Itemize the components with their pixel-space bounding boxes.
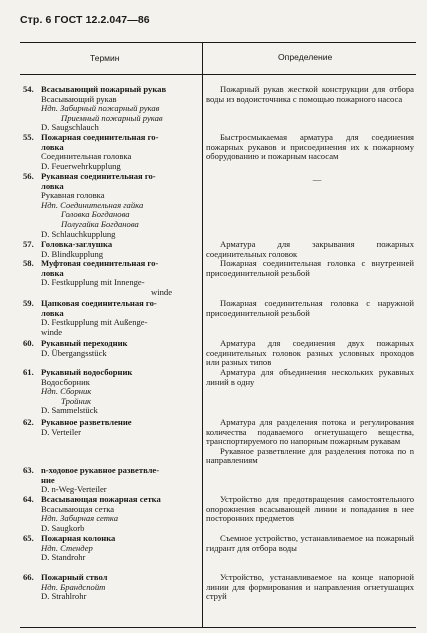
term-rejected-text: Ндп. Забирный пожарный рукав	[41, 103, 160, 114]
definition-text-2: Рукавное разветвление для разделения потока по n направлениям	[206, 445, 414, 466]
definition-text: Съемное устройство, устанавливаемое на пожарный гидрант для отбора воды	[206, 533, 414, 553]
term-rejected: Тройник	[61, 395, 92, 406]
term-number: 62.	[23, 417, 34, 427]
definition-55	[206, 133, 414, 162]
term-german: D. Verteiler	[41, 426, 81, 437]
term-german: D. Festkupplung mit Außenge-	[41, 317, 148, 328]
term-rejected: Ндп. Сборник	[41, 386, 92, 397]
definition-60	[206, 339, 414, 368]
term-entry-65	[23, 534, 199, 563]
term-title: Пожарная соединительная го-	[41, 132, 159, 142]
term-title-cont: ние	[41, 474, 55, 485]
definition-62	[206, 418, 414, 466]
running-head: Стр. 6 ГОСТ 12.2.047—86	[20, 14, 150, 26]
term-synonym: Всасывающий рукав	[41, 93, 117, 104]
term-rejected: Полугайка Богданова	[61, 218, 139, 229]
term-number: 65.	[23, 533, 34, 543]
term-entry-61	[23, 368, 199, 416]
definition-text: Арматура для закрывания пожарных соединительных головок	[206, 239, 414, 259]
term-title: Рукавная соединительная го-	[41, 171, 156, 181]
definition-66	[206, 573, 414, 602]
term-synonym: Соединительная головка	[41, 151, 132, 162]
term-entry-55	[23, 133, 199, 171]
term-rejected: Головка Богданова	[61, 209, 130, 220]
term-german: D. Sammelstück	[41, 405, 98, 416]
definition-text: Пожарный рукав жесткой конструкции для отбора воды из водоисточника с помощью пожарного насоса	[206, 84, 414, 104]
term-entry-66	[23, 573, 199, 602]
term-german-cont: winde	[41, 326, 63, 337]
term-title-cont: ловка	[41, 141, 64, 152]
definition-57	[206, 240, 414, 259]
term-rejected: Ндп. Забирная сетка	[41, 513, 119, 524]
term-synonym: Всасывающая сетка	[41, 503, 115, 514]
term-number: 56.	[23, 171, 34, 181]
term-synonym: Водосборник	[41, 376, 90, 387]
term-entry-62	[23, 418, 199, 437]
term-title: Всасывающая пожарная сетка	[41, 494, 161, 504]
term-number: 58.	[23, 258, 34, 268]
definition-64	[206, 495, 414, 524]
definition-59	[206, 299, 414, 318]
term-rejected: Приемный пожарный рукав	[61, 112, 163, 123]
term-entry-63	[23, 466, 199, 495]
definition-text: —	[312, 174, 322, 184]
term-number: 57.	[23, 239, 34, 249]
term-german: D. Feuerwehrkupplung	[41, 160, 121, 171]
term-number: 66.	[23, 572, 34, 582]
term-german: D. Strahlrohr	[41, 591, 87, 602]
column-header-definition: Определение	[278, 52, 333, 62]
term-german: D. Saugschlauch	[41, 122, 99, 133]
term-german: D. n-Weg-Verteiler	[41, 484, 107, 495]
term-number: 54.	[23, 84, 34, 94]
term-title: n-ходовое рукавное разветвле-	[41, 465, 160, 475]
term-entry-57	[23, 240, 199, 259]
term-title-cont: ловка	[41, 267, 64, 278]
definition-text: Быстросмыкаемая арматура для соединения пожарных рукавов и присоединения их к пожарному оборудованию и пожарным насосам	[206, 132, 414, 162]
term-number: 60.	[23, 338, 34, 348]
definition-text: Устройство, устанавливаемое на конце напорной линии для формирования и направления огнетушащих струй	[206, 572, 414, 602]
term-rejected: Ндп. Соединительная гайка	[41, 199, 144, 210]
term-title: Всасывающий пожарный рукав	[41, 84, 167, 94]
term-title-cont: ловка	[41, 307, 64, 318]
column-header-terms: Термин	[90, 53, 120, 63]
term-entry-58	[23, 259, 199, 297]
term-title: Цапковая соединительная го-	[41, 298, 157, 308]
definition-text: Пожарная соединительная головка с наружной присоединительной резьбой	[206, 298, 414, 318]
definition-54	[206, 85, 414, 104]
term-entry-59	[23, 299, 199, 337]
term-title: Рукавный переходник	[41, 338, 128, 348]
term-german: D. Schlauchkupplung	[41, 228, 116, 239]
term-title: Рукавное разветвление	[41, 417, 132, 427]
definition-text: Арматура для соединения двух пожарных соединительных головок разных условных проходов или разных типов	[206, 338, 414, 368]
column-divider	[202, 43, 203, 627]
term-number: 55.	[23, 132, 34, 142]
term-german-cont: winde	[151, 286, 173, 297]
term-title-cont: ловка	[41, 180, 64, 191]
term-number: 64.	[23, 494, 34, 504]
definition-61	[206, 368, 414, 387]
definition-text: Арматура для разделения потока и регулирования количества подаваемого огнетушащего вещества, транспортируемого по напорным пожарным рукавам	[206, 417, 414, 447]
definition-58	[206, 259, 414, 278]
term-german: D. Standrohr	[41, 552, 86, 563]
term-rejected: Ндп. Брандспойт	[41, 581, 106, 592]
term-title: Пожарная колонка	[41, 533, 116, 543]
term-entry-60	[23, 339, 199, 358]
definition-text: Арматура для объединения нескольких рукавных линий в одну	[206, 367, 414, 387]
term-title: Пожарный ствол	[41, 572, 108, 582]
term-number: 59.	[23, 298, 34, 308]
term-german: D. Saugkorb	[41, 522, 85, 533]
term-synonym: Рукавная головка	[41, 190, 105, 201]
header-rule	[20, 74, 416, 75]
term-german: D. Blindkupplung	[41, 248, 104, 259]
term-title: Головка-заглушка	[41, 239, 113, 249]
terms-table	[20, 42, 416, 628]
definition-56	[206, 175, 414, 185]
term-german: D. Festkupplung mit Innenge-	[41, 277, 145, 288]
term-entry-54	[23, 85, 199, 133]
term-rejected: Ндп. Стендер	[41, 542, 93, 553]
term-title: Рукавный водосборник	[41, 367, 133, 377]
term-entry-64	[23, 495, 199, 533]
definition-text: Пожарная соединительная головка с внутренней присоединительной резьбой	[206, 258, 414, 278]
term-number: 63.	[23, 465, 34, 475]
definition-text: Устройство для предотвращения самостоятельного опорожнения всасывающей линии и попадания в нее посторонних предметов	[206, 494, 414, 524]
term-german: D. Übergangsstück	[41, 347, 107, 358]
term-number: 61.	[23, 367, 34, 377]
term-title: Муфтовая соединительная го-	[41, 258, 159, 268]
term-entry-56	[23, 172, 199, 239]
definition-65	[206, 534, 414, 553]
